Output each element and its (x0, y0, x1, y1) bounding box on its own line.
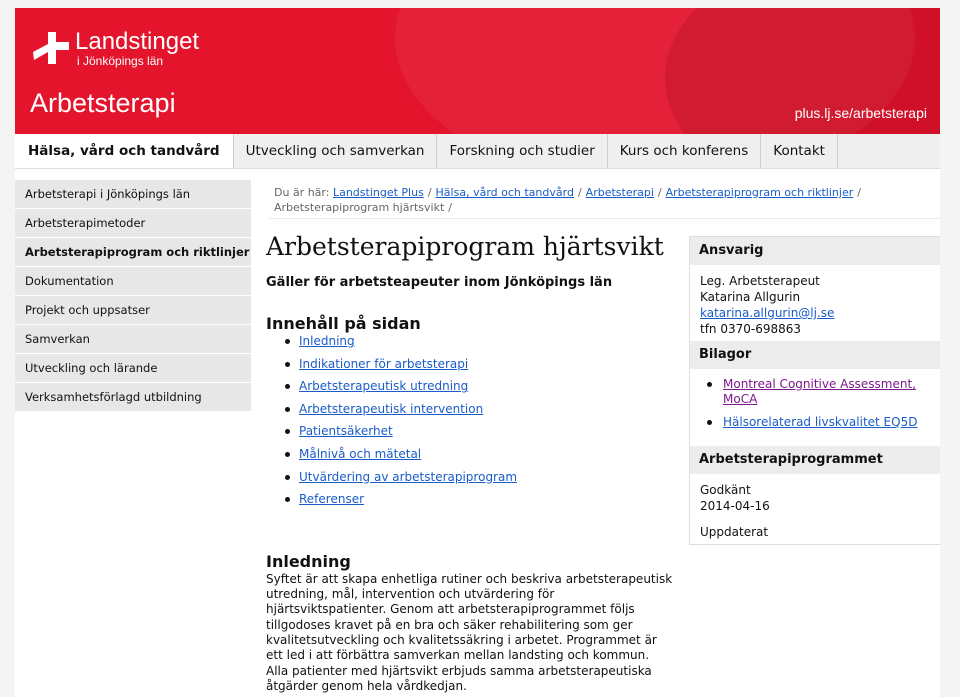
section-heading-inledning: Inledning (266, 551, 351, 571)
breadcrumb-separator: / (657, 186, 662, 199)
toc-item (284, 379, 686, 402)
toc-heading: Innehåll på sidan (266, 314, 421, 333)
page-title: Arbetsterapiprogram hjärtsvikt (266, 232, 664, 261)
list-item (706, 377, 935, 407)
approved-label: Godkänt (700, 483, 751, 497)
section-body-inledning: Syftet är att skapa enhetliga rutiner och beskriva arbetsterapeutisk utredning, mål, intervention och utvärdering för hjärtsviktspatienter. Genom att arbetsterapiprogrammet följs tillgodoses kravet på en bra och säker rehabilitering som ger kvalitetsutveckling och kvalitetssäkring i arbetet. Programmet är ett led i att förbättra samverkan mellan landsting och kommun. Alla patienter med hjärtsvikt erbjuds samma arbetsterapeutiska åtgärder genom hela vårdkedjan. (266, 571, 673, 693)
tab-utveckling-samverkan[interactable]: Utveckling och samverkan (234, 134, 438, 168)
table-of-contents (266, 334, 686, 515)
breadcrumb-separator: / (427, 186, 432, 199)
toc-item (284, 424, 686, 447)
approved-date: 2014-04-16 (700, 499, 770, 513)
toc-item (284, 402, 686, 425)
toc-link-referenser[interactable]: Referenser (299, 492, 365, 507)
breadcrumb-current: Arbetsterapiprogram hjärtsvikt (274, 201, 445, 214)
top-navigation (15, 134, 940, 169)
breadcrumb-link[interactable]: Landstinget Plus (332, 186, 424, 199)
ansvarig-body (690, 265, 940, 341)
sidebar-item-projekt[interactable]: Projekt och uppsatser (15, 296, 251, 325)
spacer (700, 514, 932, 524)
sidebar-item-verksamhetsforlagd[interactable]: Verksamhetsförlagd utbildning (15, 383, 251, 412)
site-url[interactable]: plus.lj.se/arbetsterapi (794, 105, 927, 121)
contact-role: Leg. Arbetsterapeut (700, 274, 820, 288)
site-header (15, 8, 940, 134)
ansvarig-heading: Ansvarig (690, 237, 940, 265)
bilagor-list (690, 369, 940, 446)
sidebar (15, 180, 251, 412)
tab-halsa-vard-tandvard[interactable]: Hälsa, vård och tandvård (15, 134, 234, 168)
toc-link-patientsakerhet[interactable]: Patientsäkerhet (299, 424, 393, 439)
brand-name[interactable]: Landstinget (75, 28, 200, 55)
toc-link-indikationer[interactable]: Indikationer för arbetsterapi (299, 356, 469, 371)
contact-email-link[interactable]: katarina.allgurin@lj.se (700, 306, 835, 320)
tab-kurs-konferens[interactable]: Kurs och konferens (608, 134, 762, 168)
sidebar-item-arbetsterapimetoder[interactable]: Arbetsterapimetoder (15, 209, 251, 238)
contact-name: Katarina Allgurin (700, 290, 801, 304)
sidebar-item-arbetsterapiprogram[interactable]: Arbetsterapiprogram och riktlinjer (15, 238, 251, 267)
tab-forskning-studier[interactable]: Forskning och studier (437, 134, 607, 168)
sidebar-item-utveckling[interactable]: Utveckling och lärande (15, 354, 251, 383)
breadcrumb (274, 185, 914, 215)
toc-link-utredning[interactable]: Arbetsterapeutisk utredning (299, 379, 469, 394)
toc-link-inledning[interactable]: Inledning (299, 334, 355, 348)
breadcrumb-link[interactable]: Arbetsterapiprogram och riktlinjer (665, 186, 854, 199)
sidebar-item-samverkan[interactable]: Samverkan (15, 325, 251, 354)
page-frame (15, 8, 940, 697)
tab-kontakt[interactable]: Kontakt (761, 134, 838, 168)
breadcrumb-separator: / (448, 201, 452, 214)
intro-text: Gäller för arbetsteapeuter inom Jönköpings län (266, 275, 613, 290)
breadcrumb-prefix: Du är här: (274, 186, 330, 199)
brand-subtitle: i Jönköpings län (77, 54, 164, 68)
toc-item (284, 470, 686, 493)
breadcrumb-link[interactable]: Arbetsterapi (585, 186, 654, 199)
right-panel (689, 236, 940, 545)
toc-item (284, 492, 686, 515)
bilaga-link-moca[interactable]: Montreal Cognitive Assessment, MoCA (723, 377, 916, 406)
site-title[interactable]: Arbetsterapi (30, 88, 176, 118)
toc-item (284, 447, 686, 470)
list-item (706, 415, 935, 430)
bilaga-link-eq5d[interactable]: Hälsorelaterad livskvalitet EQ5D (723, 415, 918, 429)
bilagor-heading: Bilagor (690, 341, 940, 369)
toc-link-intervention[interactable]: Arbetsterapeutisk intervention (299, 401, 484, 416)
breadcrumb-separator: / (857, 186, 861, 199)
sidebar-item-arbetsterapi-jonkoping[interactable]: Arbetsterapi i Jönköpings län (15, 180, 251, 209)
updated-label: Uppdaterat (700, 525, 769, 539)
breadcrumb-separator: / (577, 186, 582, 199)
sidebar-item-dokumentation[interactable]: Dokumentation (15, 267, 251, 296)
toc-link-malniva[interactable]: Målnivå och mätetal (299, 446, 422, 461)
toc-link-utvardering[interactable]: Utvärdering av arbetsterapiprogram (299, 469, 518, 484)
main-content (266, 232, 686, 694)
toc-item (284, 334, 686, 357)
landstinget-logo-icon[interactable] (31, 30, 71, 66)
divider (269, 218, 940, 219)
toc-item (284, 357, 686, 380)
contact-phone: tfn 0370-698863 (700, 322, 802, 336)
program-body (690, 474, 940, 544)
breadcrumb-link[interactable]: Hälsa, vård och tandvård (435, 186, 574, 199)
program-heading: Arbetsterapiprogrammet (690, 446, 940, 474)
